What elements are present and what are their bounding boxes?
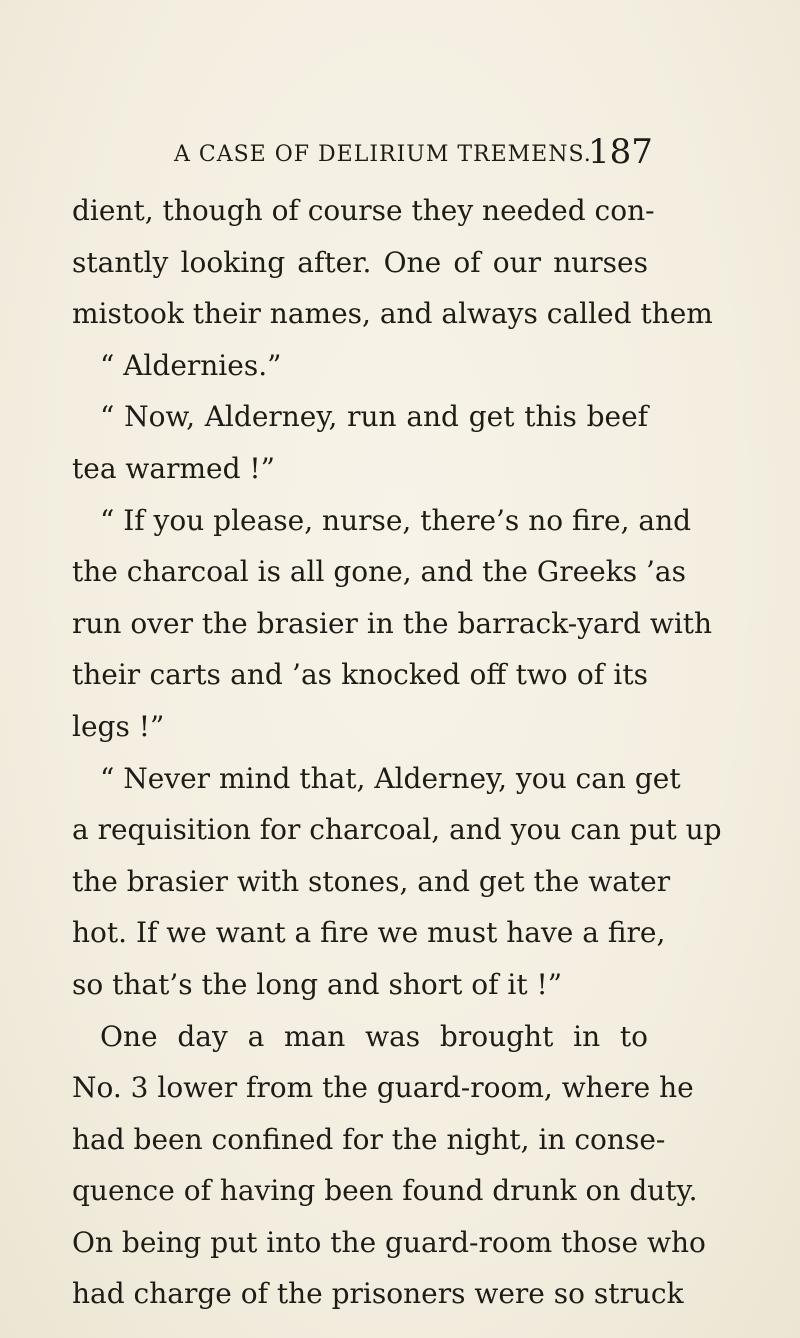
text-line: so that’s the long and short of it !” — [72, 967, 563, 1001]
page-number: 187 — [588, 132, 653, 172]
text-line: mistook their names, and always called them — [72, 297, 713, 331]
text-line: had charge of the prisoners were so struck — [72, 1277, 684, 1311]
text-line: a requisition for charcoal, and you can put up — [72, 813, 722, 847]
text-line: their carts and ’as knocked off two of its — [72, 658, 648, 692]
text-line: quence of having been found drunk on duty. — [72, 1174, 698, 1208]
text-line: dient, though of course they needed con- — [72, 194, 655, 227]
text-line: legs !” — [72, 709, 165, 743]
body-text — [72, 185, 722, 1320]
text-line: stantly looking after. One of our nurses — [72, 245, 648, 279]
text-line: tea warmed !” — [72, 451, 275, 485]
running-title: A CASE OF DELIRIUM TREMENS. — [174, 142, 592, 167]
text-line: the brasier with stones, and get the water — [72, 864, 671, 898]
text-line: the charcoal is all gone, and the Greeks ’as — [72, 555, 686, 589]
text-line: One day a man was brought in to — [100, 1019, 648, 1053]
text-line: On being put into the guard-room those who — [72, 1225, 706, 1259]
text-line: “ Never mind that, Alderney, you can get — [100, 761, 681, 795]
text-line: No. 3 lower from the guard-room, where he — [72, 1071, 694, 1105]
text-line: “ Aldernies.” — [100, 348, 282, 382]
running-head — [150, 132, 670, 180]
text-line: run over the brasier in the barrack-yard with — [72, 606, 713, 640]
text-line: “ If you please, nurse, there’s no fire, and — [100, 503, 692, 537]
text-line: “ Now, Alderney, run and get this beef — [100, 400, 648, 434]
text-line: hot. If we want a fire we must have a fire, — [72, 916, 666, 950]
text-line: had been confined for the night, in conse- — [72, 1122, 666, 1156]
